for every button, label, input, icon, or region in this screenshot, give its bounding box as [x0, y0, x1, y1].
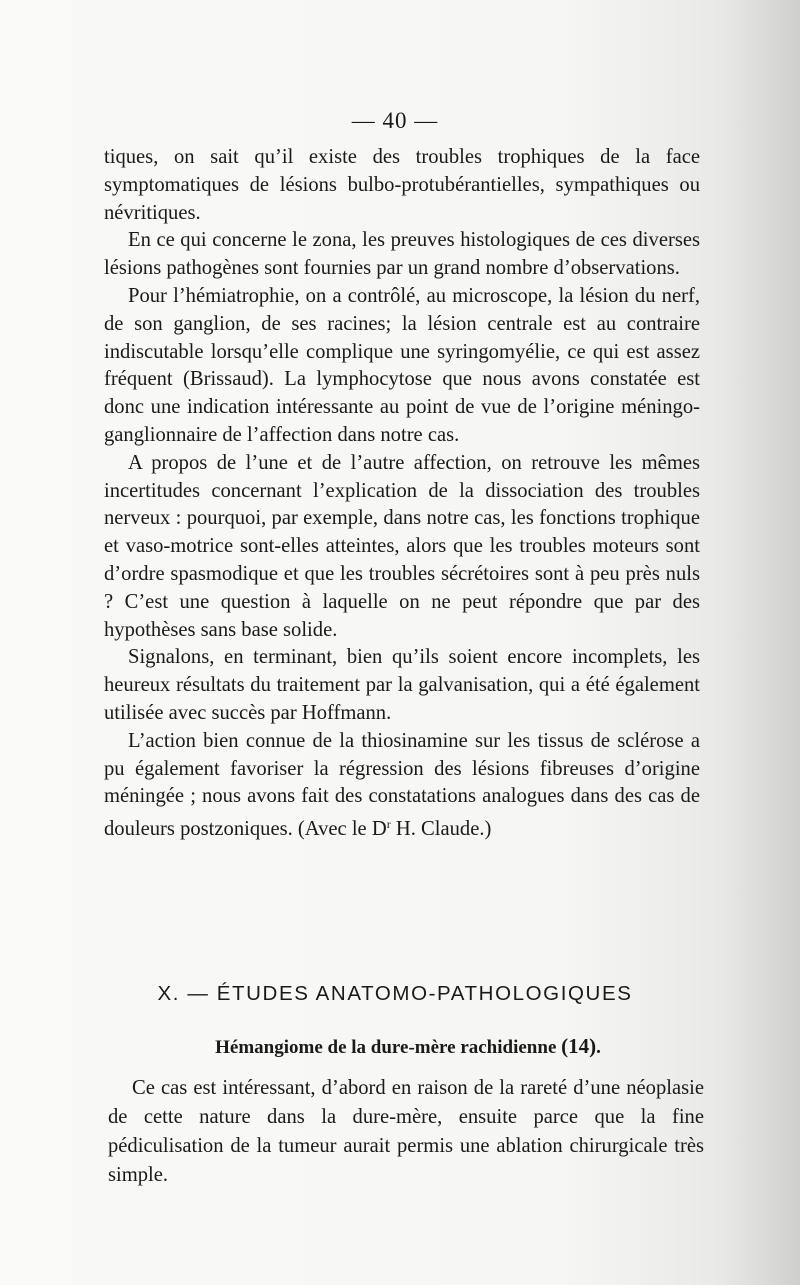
- paragraph-6-text: L’action bien connue de la thiosinamine sur les tissus de sclérose a pu également favoriser la régression des lésions fibreuses d’origine méningée ; nous avons fait des constatations analogues dans des cas de douleurs postzoniques. (Avec le D: [104, 729, 700, 841]
- paragraph-2: En ce qui concerne le zona, les preuves histologiques de ces diverses lésions pathogènes sont fournies par un grand nombre d’observations.: [104, 229, 700, 280]
- section-text: [108, 1074, 704, 1190]
- case-title-end: .: [596, 1037, 601, 1058]
- case-reference: (14): [561, 1034, 597, 1058]
- paragraph-5: Signalons, en terminant, bien qu’ils soient encore incomplets, les heureux résultats du traitement par la galvanisation, qui a été également utilisée avec succès par Hoffmann.: [104, 646, 700, 724]
- main-text: [104, 144, 700, 844]
- page-number: — 40 —: [351, 108, 439, 133]
- paragraph-6: [104, 728, 700, 844]
- case-title: [0, 1034, 800, 1059]
- superscript: r: [386, 817, 391, 832]
- paragraph-1: tiques, on sait qu’il existe des troubles trophiques de la face symptomatiques de lésions bulbo-protubérantielles, sympathiques ou névritiques.: [104, 146, 700, 224]
- paragraph-6-tail: H. Claude.): [390, 818, 492, 841]
- section-paragraph: Ce cas est intéressant, d’abord en raison de la rareté d’une néoplasie de cette nature dans la dure-mère, ensuite parce que la fine pédiculisation de la tumeur aurait permis une ablation chirurgicale très simple.: [108, 1077, 704, 1186]
- paragraph-3: Pour l’hémiatrophie, on a contrôlé, au microscope, la lésion du nerf, de son ganglion, de ses racines; la lésion centrale est au contraire indiscutable lorsqu’elle complique une syringomyélie, ce qui est assez fréquent (Brissaud). La lymphocytose que nous avons constatée est donc une indication intéressante au point de vue de l’origine méningo-ganglionnaire de l’affection dans notre cas.: [104, 284, 700, 446]
- case-title-text: Hémangiome de la dure-mère rachidienne: [215, 1037, 562, 1058]
- paragraph-4: A propos de l’une et de l’autre affection, on retrouve les mêmes incertitudes concernant l’explication de la dissociation des troubles nerveux : pourquoi, par exemple, dans notre cas, les fonctions trophique et vaso-motrice sont-elles atteintes, alors que les troubles moteurs sont d’ordre spasmodique et que les troubles sécrétoires sont à peu près nuls ? C’est une question à laquelle on ne peut répondre que par des hypothèses sans base solide.: [104, 451, 700, 641]
- section-heading: X. — ÉTUDES ANATOMO-PATHOLOGIQUES: [157, 982, 633, 1005]
